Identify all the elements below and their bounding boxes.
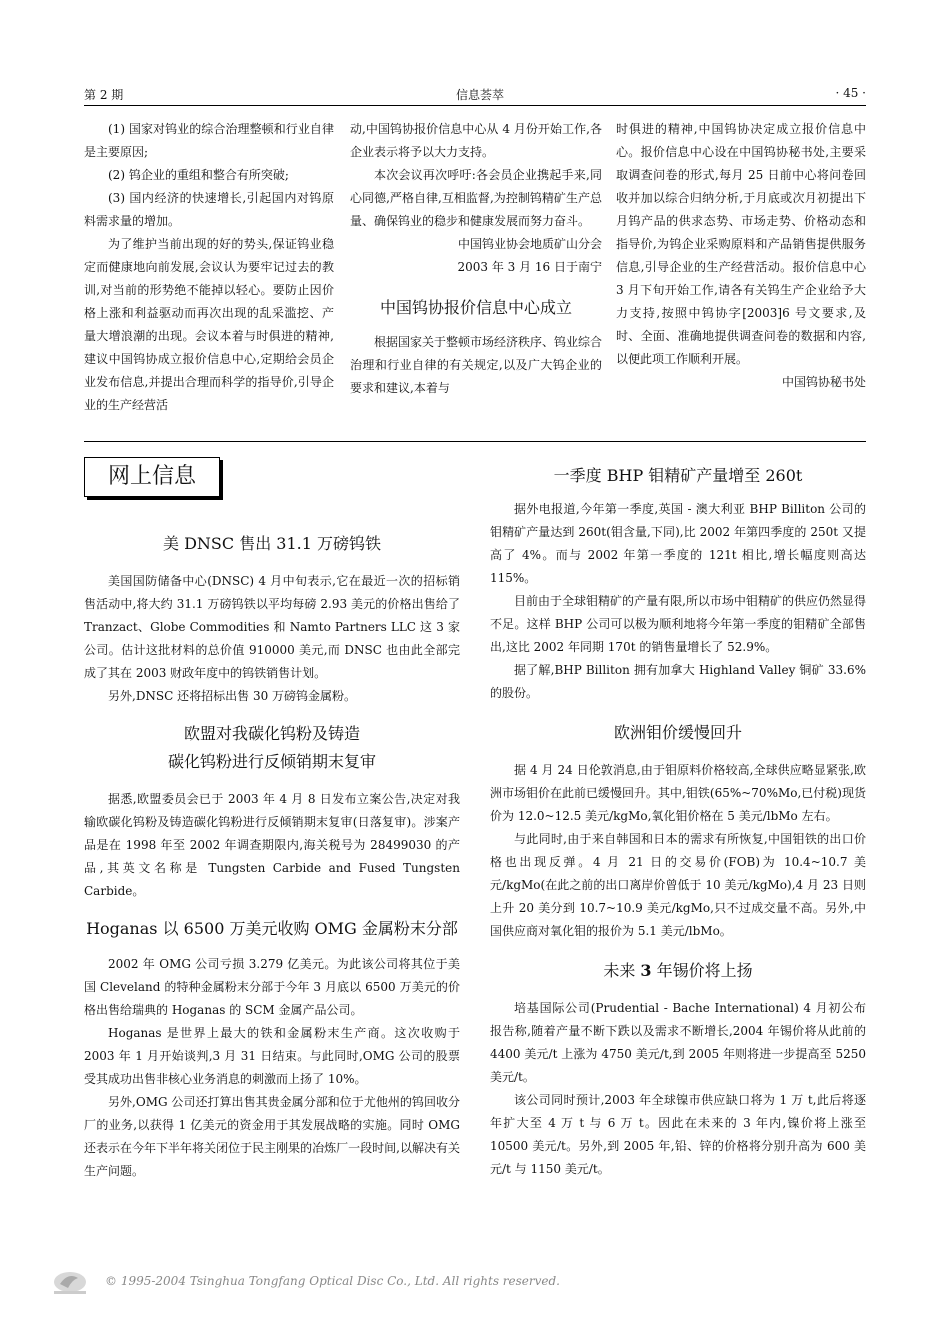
section-banner: 网上信息 xyxy=(84,457,220,497)
paragraph: 据悉,欧盟委员会已于 2003 年 4 月 8 日发布立案公告,决定对我输欧碳化钨粉及铸造碳化钨粉进行反倾销期末复审(日落复审)。涉案产品是在 1998 年至 2002 年调查期限内,海关税号为 28499030 的产品,其英文名称是 Tungsten Carbide and Fused Tungsten Carbide。 xyxy=(84,792,460,898)
article-title: 美 DNSC 售出 31.1 万磅钨铁 xyxy=(162,534,381,553)
title-part: 未来 xyxy=(603,961,641,980)
paragraph: 另外,DNSC 还将招标出售 30 万磅钨金属粉。 xyxy=(108,689,357,703)
paragraph: 动,中国钨协报价信息中心从 4 月份开始工作,各企业表示将予以大力支持。 xyxy=(350,122,602,159)
article-title: 中国钨协报价信息中心成立 xyxy=(379,298,572,317)
paragraph: 据外电报道,今年第一季度,英国 - 澳大利亚 BHP Billiton 公司的钼精矿产量达到 260t(钼含量,下同),比 2002 年第四季度的 250t 又提高了 4%。而与 2002 年第一季度的 121t 相比,增长幅度则高达 115%。 xyxy=(490,502,866,585)
header-rule xyxy=(84,105,866,106)
paragraph: 该公司同时预计,2003 年全球镍市供应缺口将为 1 万 t,此后将逐年扩大至 4 万 t 与 6 万 t。因此在未来的 3 年内,镍价将上涨至 10500 美元/t。另外,到 2005 年,铅、锌的价格将分别升高为 600 美元/t 与 1150 美元/t。 xyxy=(490,1093,866,1176)
column-1 xyxy=(84,118,334,417)
paragraph: 目前由于全球钼精矿的产量有限,所以市场中钼精矿的供应仍然显得不足。这样 BHP 公司可以极为顺利地将今年第一季度的钼精矿全部售出,这比 2002 年同期 170t 的销售量增长了 52.9%。 xyxy=(490,594,866,654)
signature: 中国钨协秘书处 xyxy=(781,375,866,389)
article-title xyxy=(490,957,866,985)
paragraph: 2002 年 OMG 公司亏损 3.279 亿美元。为此该公司将其位于美国 Cleveland 的特种金属粉末分部于今年 3 月底以 6500 万美元的价格出售给瑞典的 Hoganas 的 SCM 金属产品公司。 xyxy=(84,957,460,1017)
signature: 中国钨业协会地质矿山分会 xyxy=(457,237,602,251)
copyright-footer xyxy=(50,1270,610,1296)
paragraph: (2) 钨企业的重组和整合有所突破; xyxy=(108,168,289,182)
paragraph: 为了维护当前出现的好的势头,保证钨业稳定而健康地向前发展,会议认为要牢记过去的教训,对当前的形势绝不能掉以轻心。要防止因价格上涨和利益驱动而再次出现的乱采滥挖、产量大增浪潮的出现。会议本着与时俱进的精神,建议中国钨协成立报价信息中心,定期给会员企业发布信息,并提出合理而科学的指导价,引导企业的生产经营活 xyxy=(84,237,334,412)
paragraph: 据 4 月 24 日伦敦消息,由于钼原料价格较高,全球供应略显紧张,欧洲市场钼价在此前已缓慢回升。其中,钼铁(65%~70%Mo,已付税)现货价为 12.0~12.5 美元/kgMo,氧化钼价格在 5 美元/lbMo 左右。 xyxy=(490,763,866,823)
paragraph: (1) 国家对钨业的综合治理整顿和行业自律是主要原因; xyxy=(84,122,334,159)
column-3 xyxy=(616,118,866,394)
paragraph: 与此同时,由于来自韩国和日本的需求有所恢复,中国钼铁的出口价格也出现反弹。4 月 21 日的交易价(FOB)为 10.4~10.7 美元/kgMo(在此之前的出口离岸价曾低于 10 美元/kgMo),4 月 23 日则上升 20 美分到 10.7~10.9 美元/kgMo,只不过成交量不高。另外,中国供应商对氧化钼的报价为 5.1 美元/lbMo。 xyxy=(490,832,866,938)
paragraph: 据了解,BHP Billiton 拥有加拿大 Highland Valley 铜矿 33.6% 的股份。 xyxy=(490,663,866,700)
issue-number: 第 2 期 xyxy=(84,88,124,102)
paragraph: (3) 国内经济的快速增长,引起国内对钨原料需求量的增加。 xyxy=(84,191,334,228)
article-title-line-2: 碳化钨粉进行反倾销期末复审 xyxy=(167,752,376,771)
article-title-line-1: 欧盟对我碳化钨粉及铸造 xyxy=(183,724,360,743)
paragraph: 另外,OMG 公司还打算出售其贵金属分部和位于尤他州的钨回收分厂的业务,以获得 1 亿美元的资金用于其发展战略的实施。同时 OMG 还表示在今年下半年将关闭位于民主刚果的冶炼厂一段时间,以解决有关生产问题。 xyxy=(84,1095,460,1178)
paragraph: Hoganas 是世界上最大的铁和金属粉末生产商。这次收购于 2003 年 1 月开始谈判,3 月 31 日结束。与此同时,OMG 公司的股票受其成功出售非核心业务消息的刺激而上扬了 10%。 xyxy=(84,1026,460,1086)
column-2 xyxy=(350,118,602,400)
paragraph: 本次会议再次呼吁:各会员企业携起手来,同心同德,严格自律,互相监督,为控制钨精矿生产总量、确保钨业的稳步和健康发展而努力奋斗。 xyxy=(350,168,602,228)
running-header xyxy=(84,86,866,106)
title-part: 年锡价将上扬 xyxy=(651,961,753,980)
title-part-bold: 3 xyxy=(640,961,652,980)
right-column xyxy=(490,462,866,1181)
paragraph: 根据国家关于整顿市场经济秩序、钨业综合治理和行业自律的有关规定,以及广大钨企业的要求和建议,本着与 xyxy=(350,335,603,395)
left-column xyxy=(84,530,460,1183)
article-title: Hoganas 以 6500 万美元收购 OMG 金属粉末分部 xyxy=(86,919,458,938)
journal-section: 信息荟萃 xyxy=(456,88,505,102)
article-title: 一季度 BHP 钼精矿产量增至 260t xyxy=(553,466,803,485)
page-number: · 45 · xyxy=(835,86,866,100)
copyright-text: © 1995-2004 Tsinghua Tongfang Optical Disc Co., Ltd. All rights reserved. xyxy=(105,1274,560,1288)
article-title: 欧洲钼价缓慢回升 xyxy=(613,723,742,742)
section-rule xyxy=(84,441,866,442)
signature-date: 2003 年 3 月 16 日于南宁 xyxy=(457,260,602,274)
paragraph: 美国国防储备中心(DNSC) 4 月中旬表示,它在最近一次的招标销售活动中,将大约 31.1 万磅钨铁以平均每磅 2.93 美元的价格出售给了 Tranzact、Globe Commodities 和 Namto Partners LLC 这 3 家公司。估计这批材料的总价值 910000 美元,而 DNSC 也由此全部完成了其在 2003 财政年度中的钨铁销售计划。 xyxy=(84,574,460,680)
paragraph: 时俱进的精神,中国钨协决定成立报价信息中心。报价信息中心设在中国钨协秘书处,主要采取调查问卷的形式,每月 25 日前中心将问卷回收并加以综合归纳分析,于月底或次月初提出下月钨产品的供求态势、市场走势、价格动态和指导价,为钨企业采购原料和产品销售提供服务信息,引导企业的生产经营活动。报价信息中心 3 月下旬开始工作,请各有关钨生产企业给予大力支持,按照中钨协字[2003]6 号文要求,及时、全面、准确地提供调查问卷的数据和内容,以便此项工作顺利开展。 xyxy=(616,122,866,366)
publisher-logo-icon xyxy=(50,1270,90,1296)
paragraph: 培基国际公司(Prudential - Bache International) 4 月初公布报告称,随着产量不断下跌以及需求不断增长,2004 年锡价将从此前的 4400 美元/t 上涨为 4750 美元/t,到 2005 年则将进一步提高至 5250 美元/t。 xyxy=(490,1001,866,1084)
